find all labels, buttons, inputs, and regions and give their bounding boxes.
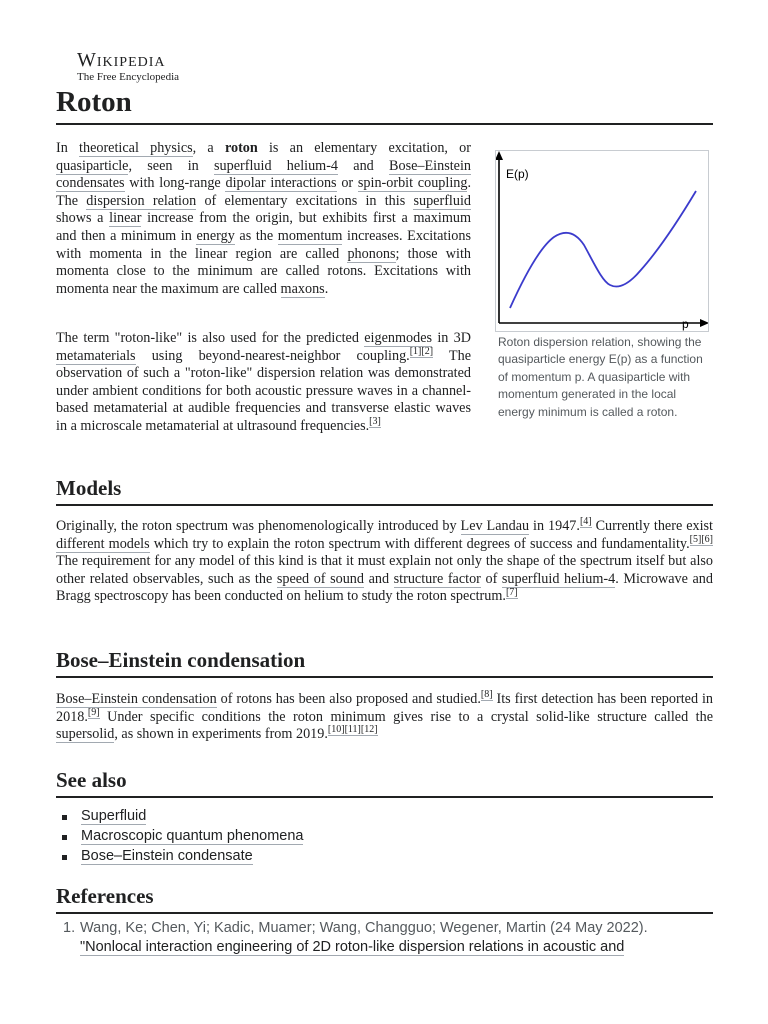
link-eigenmodes[interactable]: eigenmodes — [364, 330, 433, 346]
citation-link-12[interactable]: [12] — [360, 724, 378, 736]
list-item — [56, 806, 303, 826]
citation-link-9[interactable]: [9] — [87, 706, 100, 718]
page-title: Roton — [56, 84, 713, 125]
citation — [88, 707, 100, 719]
heading-see-also: See also — [56, 766, 713, 798]
dispersion-figure — [495, 150, 713, 421]
intro-paragraph-1 — [56, 140, 471, 298]
dispersion-plot — [496, 151, 708, 331]
bec-paragraph — [56, 691, 713, 744]
y-axis-label: E(p) — [506, 167, 529, 181]
citation — [369, 416, 381, 428]
intro-paragraph-2 — [56, 330, 471, 436]
link-structure-factor[interactable]: structure factor — [393, 570, 481, 587]
citation-link-2[interactable]: [2] — [421, 345, 434, 357]
text: of elementary excitations in this — [196, 192, 414, 209]
text: and — [338, 157, 390, 174]
link-energy[interactable]: energy — [196, 227, 235, 244]
citation-link-10[interactable]: [10] — [327, 724, 345, 736]
text: using beyond-nearest-neighbor coupling. — [135, 347, 410, 364]
reference-title-link[interactable]: "Nonlocal interaction engineering of 2D roton-like dispersion relations in acoustic and — [80, 939, 625, 955]
text: Its first detection has been reported in 2018. — [56, 691, 713, 725]
see-also-link-bose-einstein-condensate[interactable]: Bose–Einstein condensate — [81, 848, 253, 864]
dispersion-curve — [510, 191, 696, 308]
text: Currently there exist — [591, 518, 713, 534]
citation-link-8[interactable]: [8] — [480, 689, 493, 701]
heading-bose-einstein-condensation: Bose–Einstein condensation — [56, 646, 713, 678]
text: The requirement for any model of this kind is that it must explain not only the shape of the spectrum itself but also other related observables, such as the — [56, 553, 713, 587]
citation — [506, 587, 518, 599]
text: as the — [234, 227, 278, 244]
reference-item — [56, 919, 713, 957]
link-bose-einstein-condensates[interactable]: Bose–Einstein condensates — [56, 157, 471, 192]
link-linear[interactable]: linear — [109, 210, 142, 227]
link-lev-landau[interactable]: Lev Landau — [460, 518, 530, 534]
text: which try to explain the roton spectrum with different degrees of success and fundamentality. — [149, 535, 690, 552]
link-speed-of-sound[interactable]: speed of sound — [276, 570, 364, 587]
see-also-link-macroscopic-quantum-phenomena[interactable]: Macroscopic quantum phenomena — [81, 828, 304, 844]
link-spin-orbit-coupling[interactable]: spin-orbit coupling — [357, 175, 468, 192]
text: Originally, the roton spectrum was phenomenologically introduced by — [56, 518, 461, 534]
text: , as shown in experiments from 2019. — [114, 726, 328, 743]
see-also-link-superfluid[interactable]: Superfluid — [81, 808, 147, 824]
link-superfluid-helium-4-models[interactable]: superfluid helium-4 — [501, 570, 616, 587]
link-supersolid[interactable]: supersolid — [56, 726, 115, 743]
text: of — [480, 570, 502, 587]
link-theoretical-physics[interactable]: theoretical physics — [79, 140, 193, 156]
citation — [690, 534, 713, 546]
bold-term-roton: roton — [224, 140, 258, 156]
models-paragraph — [56, 518, 713, 606]
citation-link-5[interactable]: [5] — [689, 533, 702, 545]
text: In — [56, 140, 80, 156]
x-axis-arrow — [700, 319, 708, 327]
citation-link-4[interactable]: [4] — [579, 516, 592, 528]
wikipedia-logo[interactable] — [77, 50, 179, 84]
citation — [410, 346, 433, 358]
text: and — [364, 570, 394, 587]
text: increase from the origin, but exhibits first a maximum and then a minimum in — [56, 210, 471, 244]
link-momentum[interactable]: momentum — [277, 227, 343, 244]
link-different-models[interactable]: different models — [56, 535, 150, 552]
see-also-list — [56, 806, 303, 866]
link-metamaterials[interactable]: metamaterials — [56, 347, 136, 364]
text: with long-range — [124, 175, 226, 192]
x-axis-label: p — [682, 317, 689, 331]
text: , a — [192, 140, 225, 156]
figure-image[interactable] — [495, 150, 709, 332]
logo-tagline: The Free Encyclopedia — [77, 71, 180, 83]
text: shows a — [56, 210, 110, 227]
citation-link-1[interactable]: [1] — [409, 345, 422, 357]
link-maxons[interactable]: maxons — [280, 280, 325, 297]
text: . The — [56, 175, 471, 209]
heading-references: References — [56, 882, 713, 914]
y-axis-arrow — [496, 151, 503, 160]
text: . Microwave and Bragg spectroscopy has been conducted on helium to study the roton spectrum. — [56, 570, 713, 605]
text: The term "roton-like" is also used for the predicted — [56, 330, 365, 346]
citation — [328, 724, 378, 736]
list-item — [56, 846, 303, 866]
text: is an elementary excitation, or — [257, 140, 471, 156]
citation-link-6[interactable]: [6] — [701, 533, 713, 545]
link-dipolar-interactions[interactable]: dipolar interactions — [225, 175, 337, 192]
list-item — [56, 826, 303, 846]
text: in 1947. — [529, 518, 580, 534]
logo-wordmark: Wikipedia — [77, 49, 166, 71]
text: of rotons has been also proposed and studied. — [216, 691, 481, 707]
link-superfluid-helium-4[interactable]: superfluid helium-4 — [214, 157, 339, 174]
text: increases. Excitations with momenta in the linear region are called — [56, 227, 472, 262]
heading-models: Models — [56, 474, 713, 506]
text: or — [336, 175, 358, 192]
citation-link-11[interactable]: [11] — [344, 724, 361, 736]
citation-link-7[interactable]: [7] — [505, 586, 518, 598]
link-phonons[interactable]: phonons — [347, 245, 396, 262]
text: Under specific conditions the roton minimum gives rise to a crystal solid-like structure called the — [99, 708, 713, 725]
link-dispersion-relation[interactable]: dispersion relation — [86, 192, 197, 209]
link-quasiparticle[interactable]: quasiparticle — [56, 157, 129, 174]
link-superfluid[interactable]: superfluid — [413, 192, 471, 209]
citation-link-3[interactable]: [3] — [369, 416, 381, 428]
reference-authors: Wang, Ke; Chen, Yi; Kadic, Muamer; Wang, Changguo; Wegener, Martin (24 May 2022). — [80, 920, 648, 936]
figure-caption: Roton dispersion relation, showing the quasiparticle energy E(p) as a function of momentum p. A quasiparticle with momentum generated in the local energy minimum is called a roton. — [498, 335, 703, 419]
references-list — [56, 919, 713, 957]
text: in 3D — [432, 330, 471, 346]
citation — [481, 689, 493, 701]
citation — [580, 516, 592, 528]
text: . — [324, 280, 329, 297]
text: The observation of such a "roton-like" dispersion relation was demonstrated under ambient conditions for both acoustic pressure waves in a channel-based metamaterial at audible frequencies and transverse elastic waves in a microscale metamaterial at ultrasound frequencies. — [56, 347, 471, 434]
text: ; those with momenta close to the minimum are called rotons. Excitations with momenta near the maximum are called — [56, 245, 471, 297]
text: , seen in — [128, 157, 215, 174]
reference-number: 1. — [63, 920, 76, 936]
link-bose-einstein-condensation[interactable]: Bose–Einstein condensation — [56, 691, 217, 707]
